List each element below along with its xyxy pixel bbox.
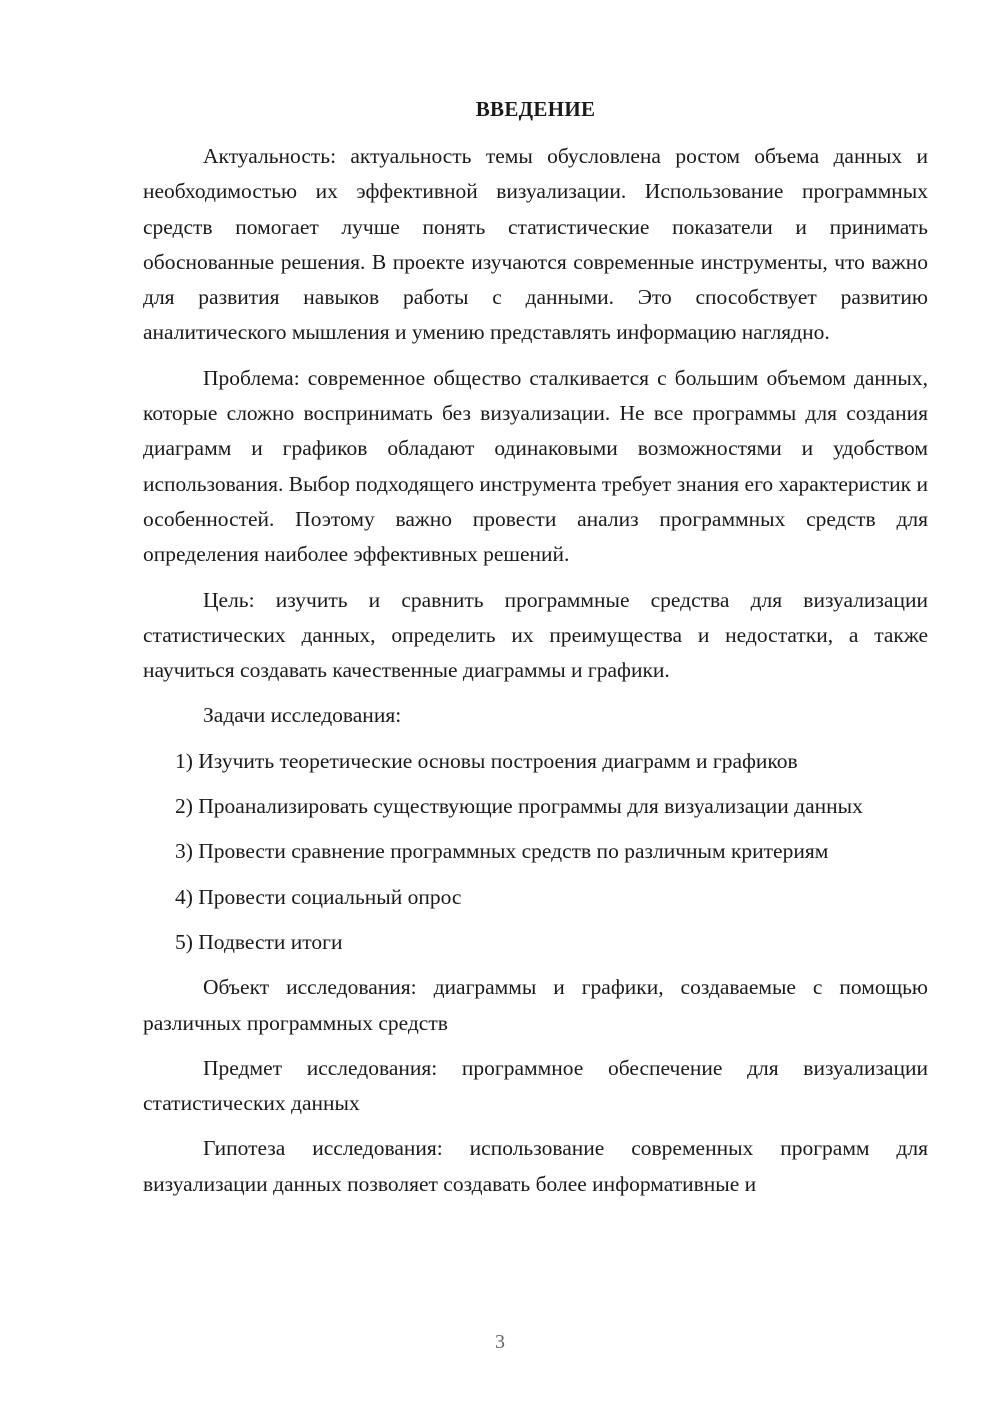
task-item-5: 5) Подвести итоги <box>175 929 343 954</box>
paragraph-relevance: Актуальность: актуальность темы обусловлена ростом объема данных и необходимостью их эффективной визуализации. Использование программных средств помогает лучше понять статистические показатели и принимать обоснованные решения. В проекте изучаются современные инструменты, что важно для развития навыков работы с данными. Это способствует развитию аналитического мышления и умению представлять информацию наглядно. <box>143 144 928 345</box>
paragraph-subject: Предмет исследования: программное обеспечение для визуализации статистических данных <box>143 1055 928 1116</box>
paragraph-hypothesis: Гипотеза исследования: использование современных программ для визуализации данных позволяет создавать более информативные и <box>143 1136 928 1196</box>
page-content <box>143 92 928 1212</box>
paragraph-object: Объект исследования: диаграммы и графики, создаваемые с помощью различных программных средств <box>143 975 928 1035</box>
section-title: ВВЕДЕНИЕ <box>475 97 596 121</box>
paragraph-tasks-heading: Задачи исследования: <box>203 703 402 728</box>
task-item-3: 3) Провести сравнение программных средств по различным критериям <box>175 839 829 864</box>
paragraph-goal: Цель: изучить и сравнить программные средства для визуализации статистических данных, определить их преимущества и недостатки, а также научиться создавать качественные диаграммы и графики. <box>143 587 928 683</box>
task-item-4: 4) Провести социальный опрос <box>175 884 462 909</box>
task-item-2: 2) Проанализировать существующие программы для визуализации данных <box>175 794 863 819</box>
page-number: 3 <box>495 1331 505 1353</box>
paragraph-problem: Проблема: современное общество сталкивается с большим объемом данных, которые сложно воспринимать без визуализации. Не все программы для создания диаграмм и графиков обладают одинаковыми возможностями и удобством использования. Выбор подходящего инструмента требует знания его характеристик и особенностей. Поэтому важно провести анализ программных средств для определения наиболее эффективных решений. <box>143 365 928 567</box>
task-item-1: 1) Изучить теоретические основы построения диаграмм и графиков <box>175 748 798 773</box>
task-list <box>143 744 928 960</box>
